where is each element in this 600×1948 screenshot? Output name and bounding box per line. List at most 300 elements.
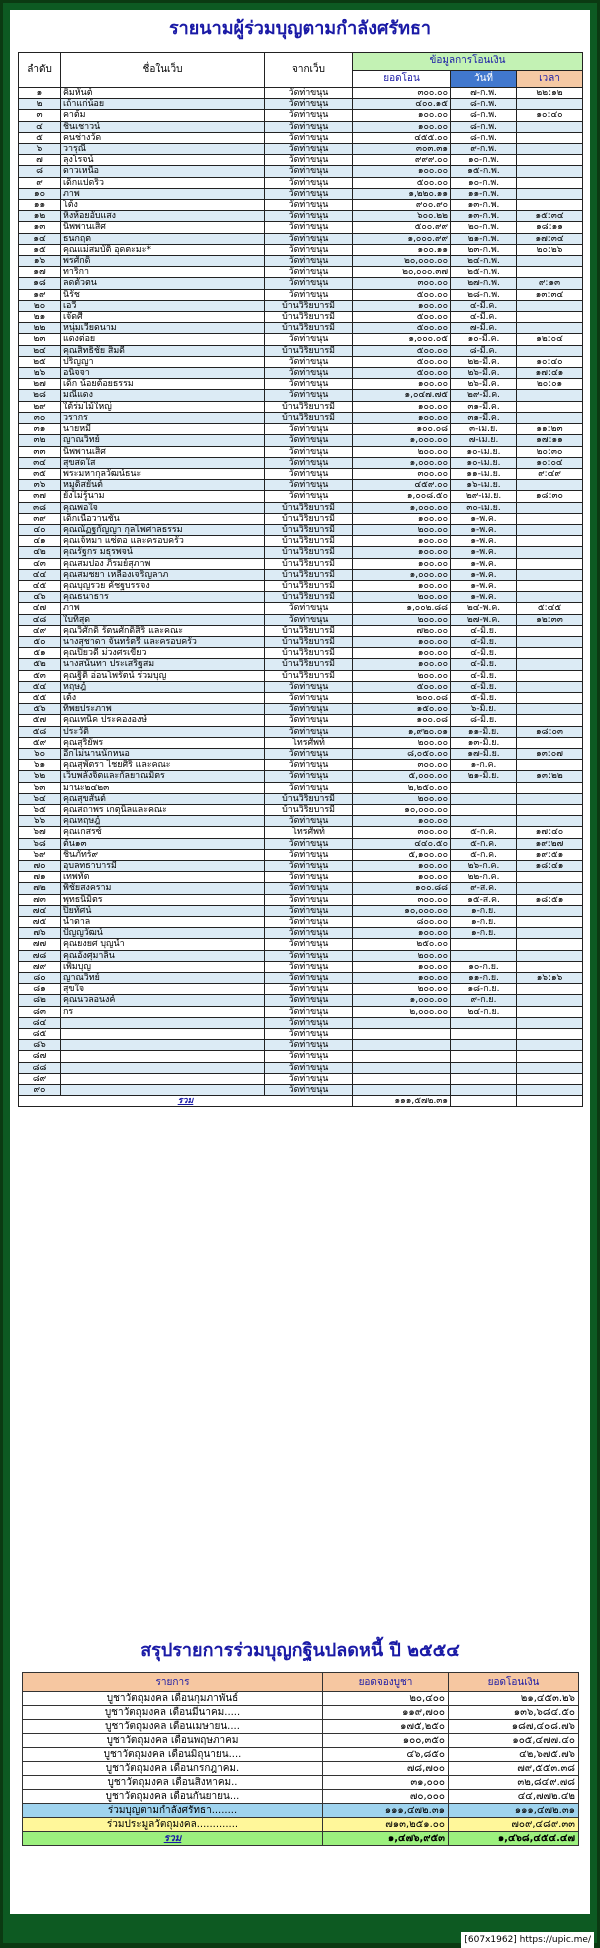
row-time (517, 961, 583, 972)
row-date: ๙-ส.ค. (451, 883, 517, 894)
row-date: ๙-ก.ย. (451, 995, 517, 1006)
row-time: ๑๐:๐๔ (517, 457, 583, 468)
row-source: วัดท่าขนุน (265, 849, 353, 860)
row-time (517, 592, 583, 603)
summary-transfer: ๔๔,๗๗๒.๔๒ (449, 1790, 579, 1804)
row-amount: ๑๐๐.๐๐ (353, 580, 451, 591)
row-time: ๒๒:๑๒ (517, 88, 583, 99)
table-row (19, 861, 583, 872)
row-no: ๕๕ (19, 692, 61, 703)
row-no: ๔๒ (19, 547, 61, 558)
row-amount (353, 1029, 451, 1040)
table-row (19, 267, 583, 278)
row-source: วัดท่าขนุน (265, 110, 353, 121)
row-source: วัดท่าขนุน (265, 424, 353, 435)
row-name: สุขสดใส (61, 457, 265, 468)
row-amount: ๒๐,๐๐๐.๐๐ (353, 256, 451, 267)
row-no: ๘๑ (19, 984, 61, 995)
row-no: ๑๖ (19, 256, 61, 267)
row-time (517, 760, 583, 771)
summary-total-row (23, 1832, 579, 1846)
row-amount: ๑,๐๐๐.๐๕ (353, 334, 451, 345)
table-row (19, 401, 583, 412)
row-time (517, 166, 583, 177)
table-row (19, 188, 583, 199)
row-date: ๑๐-ก.พ. (451, 177, 517, 188)
row-amount: ๑๐๐.๐๐ (353, 636, 451, 647)
row-no: ๗๖ (19, 928, 61, 939)
row-date: ๑๑-เม.ย. (451, 468, 517, 479)
row-time (517, 1062, 583, 1073)
row-source: วัดท่าขนุน (265, 1085, 353, 1096)
row-amount: ๑๐๐.๐๐ (353, 166, 451, 177)
row-source: วัดท่าขนุน (265, 928, 353, 939)
summary-item: บูชาวัตถุมงคล เดือนกันยายน... (23, 1790, 323, 1804)
row-no: ๕ (19, 132, 61, 143)
row-amount: ๑๐๐.๐๐ (353, 961, 451, 972)
table-row (19, 737, 583, 748)
row-time (517, 995, 583, 1006)
row-name: คุณสมปอง ภิรมย์สุภาพ (61, 558, 265, 569)
row-time (517, 132, 583, 143)
row-name: อีกไม่นานนักหนอ (61, 748, 265, 759)
row-name: นายหมี (61, 424, 265, 435)
table-row (19, 513, 583, 524)
row-source: วัดท่าขนุน (265, 334, 353, 345)
row-no: ๑๒ (19, 211, 61, 222)
row-no: ๕๘ (19, 726, 61, 737)
row-amount: ๒๐๐.๐๐ (353, 793, 451, 804)
row-amount: ๓๐๐.๐๐ (353, 468, 451, 479)
row-amount: ๑๐๐.๐๐ (353, 928, 451, 939)
row-amount: ๕๐๐.๐๐ (353, 312, 451, 323)
table-row (19, 995, 583, 1006)
row-date (451, 1085, 517, 1096)
row-no: ๔๕ (19, 580, 61, 591)
table-row (19, 984, 583, 995)
row-name: พรศักดิ์ (61, 256, 265, 267)
row-time (517, 1017, 583, 1028)
row-no: ๓๙ (19, 513, 61, 524)
row-time (517, 502, 583, 513)
summary-title: สรุปรายการร่วมบุญกฐินปลดหนี้ ปี ๒๕๕๔ (140, 1640, 460, 1661)
row-amount: ๕๐๐.๐๐ (353, 356, 451, 367)
row-amount: ๑,๒๒๐.๑๑ (353, 188, 451, 199)
row-date: ๒๘-ก.พ. (451, 289, 517, 300)
row-date (451, 816, 517, 827)
table-row (19, 603, 583, 614)
row-name: ชินภัทร์๙ (61, 849, 265, 860)
row-name: คุณเจ้หมา แซ่ตอ และครอบครัว (61, 536, 265, 547)
row-date: ๑-พ.ค. (451, 580, 517, 591)
row-name: ทาริกา (61, 267, 265, 278)
row-time: ๑๘:๔๑ (517, 861, 583, 872)
row-name: ใบทิสุด (61, 614, 265, 625)
row-amount: ๕๐๐.๙๙ (353, 222, 451, 233)
row-amount: ๗๒๐.๐๐ (353, 625, 451, 636)
row-source: วัดท่าขนุน (265, 188, 353, 199)
row-date: ๑-พ.ค. (451, 547, 517, 558)
row-no: ๔๗ (19, 603, 61, 614)
row-amount (353, 1051, 451, 1062)
row-no: ๗๓ (19, 894, 61, 905)
row-amount: ๑๐๐.๑๑ (353, 244, 451, 255)
table-row (19, 670, 583, 681)
summary-row (23, 1692, 579, 1706)
row-source: วัดท่าขนุน (265, 771, 353, 782)
row-source: บ้านวิริยบารมี (265, 670, 353, 681)
summary-transfer: ๗๙,๕๕๓.๓๘ (449, 1762, 579, 1776)
table-row (19, 132, 583, 143)
row-amount: ๑๐๐.๐๐ (353, 379, 451, 390)
table-row (19, 356, 583, 367)
row-time: ๑๘:๑๑ (517, 222, 583, 233)
row-name: มณีแดง (61, 390, 265, 401)
row-name (61, 1085, 265, 1096)
row-name: คุณณัฏฐกัญญา กุลไพศาลธรรม (61, 524, 265, 535)
row-time: ๑๘:๐๓ (517, 726, 583, 737)
summary-faith-pledge: ๑๑๑,๔๗๒.๓๑ (323, 1804, 449, 1818)
donor-table (18, 52, 583, 1107)
row-time (517, 950, 583, 961)
row-date: ๗-เม.ย. (451, 435, 517, 446)
row-amount: ๑๐๐.๐๐ (353, 973, 451, 984)
row-name: ปริญญา (61, 356, 265, 367)
row-time: ๒๐:๒๖ (517, 244, 583, 255)
row-no: ๒๔ (19, 345, 61, 356)
header-name: ชื่อในเว็บ (61, 53, 265, 88)
table-row (19, 424, 583, 435)
row-time (517, 323, 583, 334)
row-date: ๑๐-ก.พ. (451, 155, 517, 166)
row-no: ๓ (19, 110, 61, 121)
table-row (19, 1006, 583, 1017)
row-no: ๒๐ (19, 300, 61, 311)
summary-transfer: ๔๒,๖๗๕.๗๖ (449, 1748, 579, 1762)
row-time (517, 659, 583, 670)
row-no: ๒๑ (19, 312, 61, 323)
row-amount: ๑,๐๐๐.๐๐ (353, 995, 451, 1006)
summary-header-item: รายการ (23, 1673, 323, 1692)
row-no: ๙๐ (19, 1085, 61, 1096)
row-source: วัดท่าขนุน (265, 446, 353, 457)
row-no: ๓๕ (19, 468, 61, 479)
table-row (19, 345, 583, 356)
row-date: ๑๐-เม.ย. (451, 446, 517, 457)
summary-item: บูชาวัตถุมงคล เดือนเมษายน.... (23, 1720, 323, 1734)
table-row (19, 1040, 583, 1051)
row-source: บ้านวิริยบารมี (265, 592, 353, 603)
table-row (19, 558, 583, 569)
row-time (517, 1073, 583, 1084)
row-name: เด็กเนื้อวานชั้น (61, 513, 265, 524)
table-row (19, 536, 583, 547)
row-amount: ๒๐๐.๐๐ (353, 592, 451, 603)
row-no: ๗๒ (19, 883, 61, 894)
summary-item: บูชาวัตถุมงคล เดือนมีนาคม..... (23, 1706, 323, 1720)
table-row (19, 692, 583, 703)
row-amount: ๓๐๐.๐๐ (353, 278, 451, 289)
row-amount: ๔๐๐.๑๕ (353, 99, 451, 110)
row-name: หมูดิสยันต์ (61, 480, 265, 491)
row-date (451, 950, 517, 961)
row-name: ดาวเหนือ (61, 166, 265, 177)
row-no: ๕๖ (19, 704, 61, 715)
row-date: ๘-ก.พ. (451, 132, 517, 143)
row-no: ๒๓ (19, 334, 61, 345)
table-row (19, 760, 583, 771)
row-source: วัดท่าขนุน (265, 603, 353, 614)
header-source: จากเว็บ (265, 53, 353, 88)
table-row (19, 211, 583, 222)
row-amount: ๘๐๐.๐๐ (353, 917, 451, 928)
row-no: ๔๖ (19, 592, 61, 603)
row-name: คุณแม่สมบัติ อุดตะมะ* (61, 244, 265, 255)
row-date: ๔-มิ.ย. (451, 625, 517, 636)
row-date: ๒๗-ก.พ. (451, 278, 517, 289)
row-name: พิชัยสงคราม (61, 883, 265, 894)
table-row (19, 233, 583, 244)
row-source: บ้านวิริยบารมี (265, 312, 353, 323)
row-date: ๒๙-มี.ค. (451, 390, 517, 401)
row-amount: ๑๐๐.๐๐ (353, 536, 451, 547)
row-time: ๑๐:๔๐ (517, 110, 583, 121)
row-time (517, 256, 583, 267)
row-no: ๘๗ (19, 1051, 61, 1062)
header-date: วันที่ (451, 70, 517, 88)
row-time: ๑๗:๓๔ (517, 233, 583, 244)
row-name: ทิพยประภาพ (61, 704, 265, 715)
row-no: ๔๐ (19, 524, 61, 535)
row-no: ๖๔ (19, 793, 61, 804)
row-source: โทรศัพท์ (265, 737, 353, 748)
summary-pledge: ๒๐,๔๐๐ (323, 1692, 449, 1706)
row-time: ๒๐:๓๐ (517, 446, 583, 457)
total-row (19, 1096, 583, 1107)
row-name: ปัญญวัฒน์ (61, 928, 265, 939)
row-no: ๗๘ (19, 950, 61, 961)
summary-row-faith (23, 1804, 579, 1818)
row-date: ๑-พ.ค. (451, 592, 517, 603)
row-amount: ๓๐๐.๐๐ (353, 760, 451, 771)
row-date: ๑๑-ก.ย. (451, 973, 517, 984)
row-time (517, 155, 583, 166)
row-time (517, 782, 583, 793)
row-name: กร (61, 1006, 265, 1017)
row-source: วัดท่าขนุน (265, 760, 353, 771)
row-source: วัดท่าขนุน (265, 973, 353, 984)
table-row (19, 144, 583, 155)
row-date: ๔-มิ.ย. (451, 670, 517, 681)
row-name: หนุ่มเวียดนาม (61, 323, 265, 334)
row-source: วัดท่าขนุน (265, 1029, 353, 1040)
row-amount: ๒๐๐.๐๐ (353, 446, 451, 457)
row-amount (353, 1040, 451, 1051)
row-no: ๖๒ (19, 771, 61, 782)
row-date: ๘-ก.พ. (451, 110, 517, 121)
row-name: คนช่างวัด (61, 132, 265, 143)
table-row (19, 524, 583, 535)
row-time (517, 312, 583, 323)
row-time (517, 144, 583, 155)
row-source: วัดท่าขนุน (265, 166, 353, 177)
row-date: ๒๑-มิ.ย. (451, 771, 517, 782)
row-name: คุณปิยวดี ม่วงศรเขียว (61, 648, 265, 659)
row-date (451, 1051, 517, 1062)
table-row (19, 166, 583, 177)
row-no: ๓๖ (19, 480, 61, 491)
row-date: ๑๐-เม.ย. (451, 457, 517, 468)
row-source: วัดท่าขนุน (265, 917, 353, 928)
row-date: ๓๑-มี.ค. (451, 401, 517, 412)
row-name (61, 1040, 265, 1051)
row-no: ๗๙ (19, 961, 61, 972)
row-name: ปิยทัศน์ (61, 905, 265, 916)
row-date: ๑-พ.ค. (451, 536, 517, 547)
table-row (19, 88, 583, 99)
row-amount: ๒,๐๐๐.๐๐ (353, 1006, 451, 1017)
row-name: นางสุชาดา จันทร์ตรี และครอบครัว (61, 636, 265, 647)
table-row (19, 793, 583, 804)
summary-header-transfer: ยอดโอนเงิน (449, 1673, 579, 1692)
row-time: ๑๘:๕๑ (517, 894, 583, 905)
table-row (19, 771, 583, 782)
header-no: ลำดับ (19, 53, 61, 88)
table-row (19, 300, 583, 311)
table-row (19, 592, 583, 603)
row-amount: ๑๐๐.๐๐ (353, 300, 451, 311)
row-date: ๒๔-ก.พ. (451, 256, 517, 267)
row-name: คุณสิทธิชัย สิมดี (61, 345, 265, 356)
row-source: วัดท่าขนุน (265, 782, 353, 793)
table-row (19, 872, 583, 883)
row-time (517, 648, 583, 659)
row-date: ๒๔-พ.ค. (451, 603, 517, 614)
row-amount: ๑๐๐.๐๐ (353, 558, 451, 569)
row-source: บ้านวิริยบารมี (265, 625, 353, 636)
table-row (19, 502, 583, 513)
row-time (517, 1040, 583, 1051)
row-date: ๑-ก.ย. (451, 917, 517, 928)
row-date: ๘-ก.พ. (451, 99, 517, 110)
row-no: ๕๐ (19, 636, 61, 647)
row-name: ใต้ร่มไม้ใหญ่ (61, 401, 265, 412)
row-no: ๖๐ (19, 748, 61, 759)
table-row (19, 580, 583, 591)
row-date: ๑-ก.ค. (451, 760, 517, 771)
row-source: วัดท่าขนุน (265, 457, 353, 468)
row-no: ๑๕ (19, 244, 61, 255)
table-row (19, 435, 583, 446)
row-name: แดงต่อย (61, 334, 265, 345)
row-date: ๘-มี.ค. (451, 345, 517, 356)
row-amount: ๔๕๕.๐๐ (353, 132, 451, 143)
row-time: ๑๗:๔๑ (517, 368, 583, 379)
row-no: ๑๐ (19, 188, 61, 199)
row-time: ๑๓:๒๒ (517, 771, 583, 782)
table-row (19, 110, 583, 121)
row-name: ลุงโรจน์ (61, 155, 265, 166)
table-row (19, 894, 583, 905)
row-time (517, 188, 583, 199)
total-amount: ๑๑๑,๕๗๒.๓๑ (353, 1096, 451, 1107)
row-time: ๙:๔๙ (517, 468, 583, 479)
row-date: ๕-ก.ค. (451, 827, 517, 838)
row-time: ๙:๑๓ (517, 278, 583, 289)
row-date: ๗-ก.พ. (451, 88, 517, 99)
row-source: วัดท่าขนุน (265, 256, 353, 267)
row-source: วัดท่าขนุน (265, 861, 353, 872)
row-amount: ๑๐๐.๐๐ (353, 648, 451, 659)
row-name: เด็ก น้อยต้อยธรรม (61, 379, 265, 390)
summary-pledge: ๑๐๐,๓๕๐ (323, 1734, 449, 1748)
row-amount: ๓๐๓.๓๑ (353, 144, 451, 155)
row-time (517, 793, 583, 804)
summary-pledge: ๓๑,๐๐๐ (323, 1776, 449, 1790)
row-amount: ๖๐๐.๒๒ (353, 211, 451, 222)
row-no: ๖๖ (19, 816, 61, 827)
row-date: ๕-ก.ค. (451, 838, 517, 849)
row-source: วัดท่าขนุน (265, 905, 353, 916)
row-date: ๔-มิ.ย. (451, 648, 517, 659)
row-no: ๕๑ (19, 648, 61, 659)
row-no: ๔ (19, 121, 61, 132)
row-no: ๕๗ (19, 715, 61, 726)
table-row (19, 334, 583, 345)
row-name: คุณฐิติ อ่อนโพรัตน์ ร่วมบุญ (61, 670, 265, 681)
row-name: คุณเทนิค ประคององษ์ (61, 715, 265, 726)
row-no: ๑๗ (19, 267, 61, 278)
total-time-cell (517, 1096, 583, 1107)
row-amount: ๕๐๐.๐๐ (353, 289, 451, 300)
row-name: ภาพ (61, 188, 265, 199)
row-source: วัดท่าขนุน (265, 211, 353, 222)
row-name (61, 1029, 265, 1040)
row-amount: ๕๐๐.๐๐ (353, 681, 451, 692)
row-time: ๑๓:๐๗ (517, 748, 583, 759)
row-no: ๒๒ (19, 323, 61, 334)
row-no: ๕๒ (19, 659, 61, 670)
row-name: วารุณี (61, 144, 265, 155)
table-row (19, 748, 583, 759)
row-source: วัดท่าขนุน (265, 726, 353, 737)
summary-pledge: ๔๖,๘๕๐ (323, 1748, 449, 1762)
row-name (61, 1051, 265, 1062)
row-date (451, 1073, 517, 1084)
row-source: วัดท่าขนุน (265, 368, 353, 379)
row-amount: ๑,๐๔๗.๗๕ (353, 390, 451, 401)
row-date: ๑๕-ส.ค. (451, 894, 517, 905)
row-source: บ้านวิริยบารมี (265, 536, 353, 547)
row-time (517, 692, 583, 703)
row-date: ๑๓-ก.พ. (451, 211, 517, 222)
row-no: ๓๗ (19, 491, 61, 502)
row-date (451, 782, 517, 793)
row-amount: ๕๐๐.๐๐ (353, 177, 451, 188)
row-date: ๑๖-เม.ย. (451, 480, 517, 491)
row-date (451, 939, 517, 950)
table-row (19, 614, 583, 625)
summary-total-transfer: ๑,๔๖๘,๔๕๔.๔๗ (449, 1832, 579, 1846)
row-time (517, 524, 583, 535)
table-row (19, 177, 583, 188)
row-source: วัดท่าขนุน (265, 468, 353, 479)
row-amount: ๕๐๐.๐๐ (353, 345, 451, 356)
row-time (517, 345, 583, 356)
row-time (517, 412, 583, 423)
row-no: ๘๓ (19, 1006, 61, 1017)
row-source: วัดท่าขนุน (265, 222, 353, 233)
